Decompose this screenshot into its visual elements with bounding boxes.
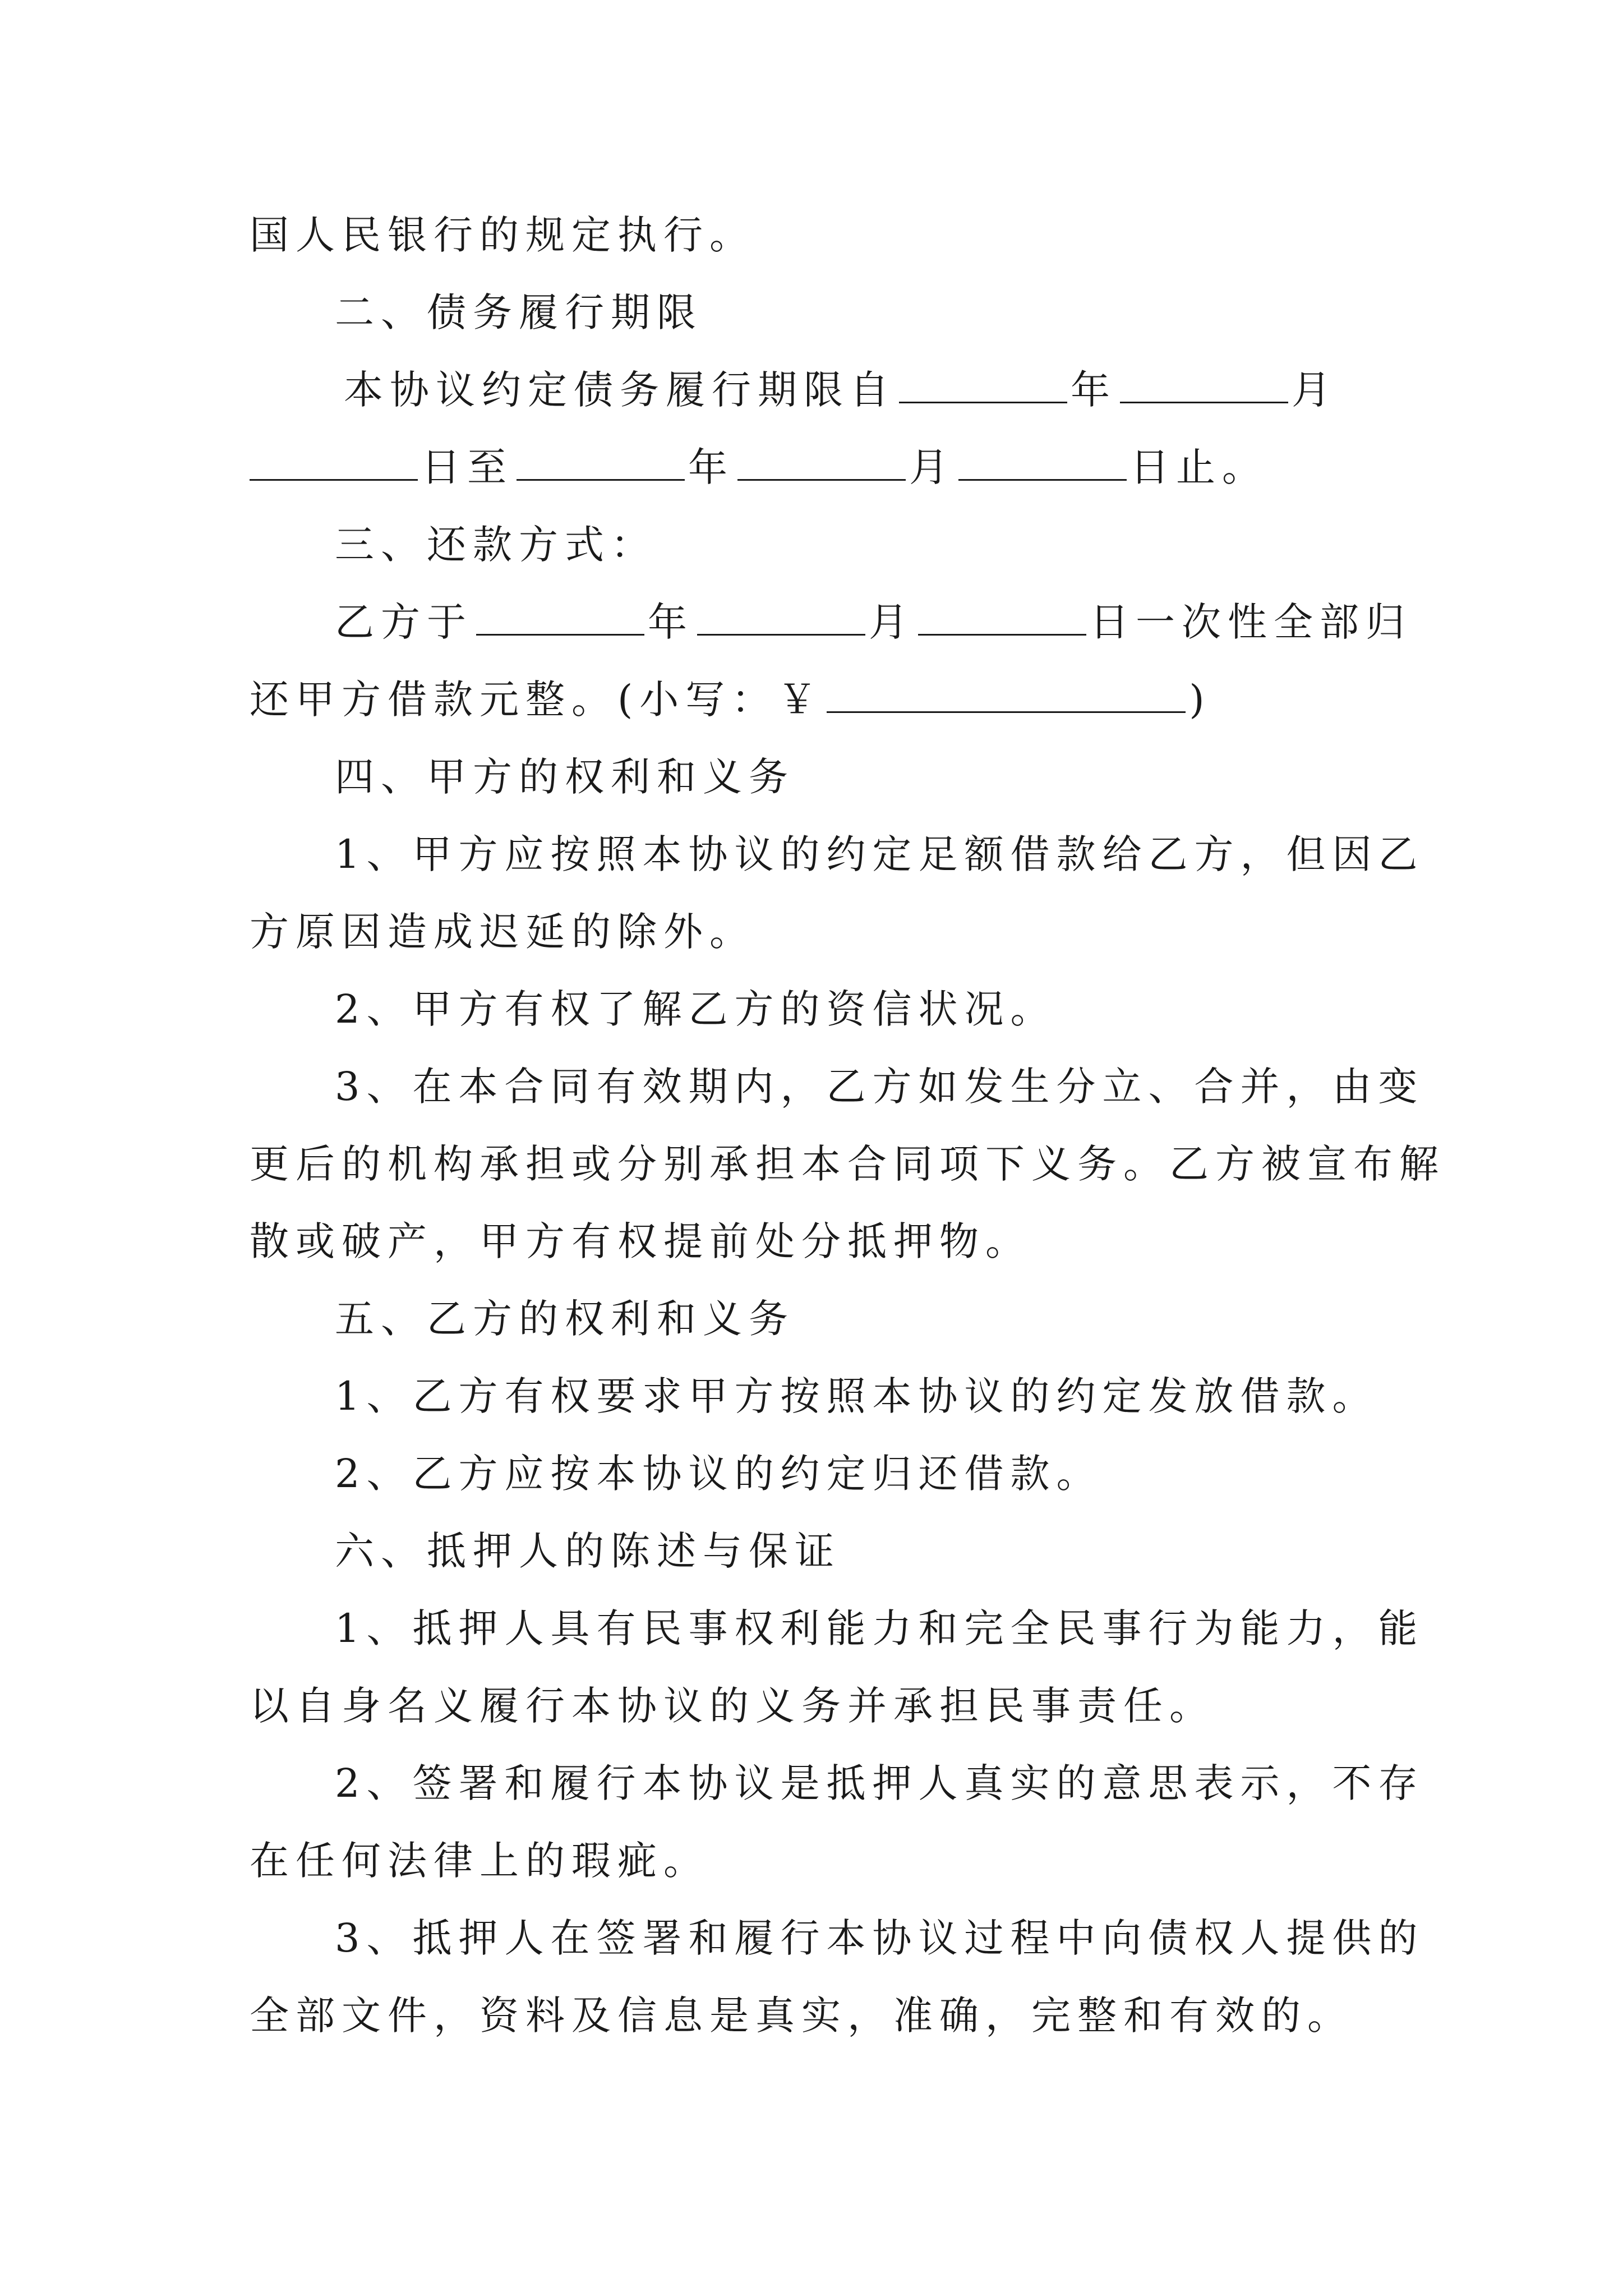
fill-blank[interactable] bbox=[517, 445, 685, 481]
fill-blank[interactable] bbox=[958, 445, 1127, 481]
text-line bbox=[250, 583, 1412, 661]
text-segment: 日一次性全部归 bbox=[1090, 599, 1412, 645]
fill-blank[interactable] bbox=[918, 600, 1086, 636]
section-heading-6: 六、抵押人的陈述与保证 bbox=[335, 1528, 841, 1574]
section-heading-4: 四、甲方的权利和义务 bbox=[335, 754, 795, 800]
text-segment: 日止。 bbox=[1130, 444, 1268, 490]
fill-blank[interactable] bbox=[250, 445, 418, 481]
text-line: 方原因造成迟延的除外。 bbox=[250, 909, 755, 955]
text-line: 以自身名义履行本协议的义务并承担民事责任。 bbox=[250, 1683, 1215, 1729]
text-line bbox=[250, 661, 1394, 738]
text-line: 2、乙方应按本协议的约定归还借款。 bbox=[335, 1451, 1103, 1497]
text-segment: 本协议约定债务履行期限自 bbox=[344, 367, 896, 413]
text-segment: 年 bbox=[688, 444, 734, 490]
fill-blank[interactable] bbox=[737, 445, 906, 481]
text-segment: 月 bbox=[1292, 367, 1338, 413]
text-line: 国人民银行的规定执行。 bbox=[250, 212, 755, 258]
amount-blank[interactable] bbox=[827, 678, 1186, 713]
text-segment: 还甲方借款元整。(小写：￥ bbox=[250, 677, 824, 723]
text-line: 散或破产，甲方有权提前处分抵押物。 bbox=[250, 1218, 1031, 1264]
text-line bbox=[250, 429, 1394, 506]
text-segment: 乙方于 bbox=[335, 599, 473, 645]
text-segment: 月 bbox=[869, 599, 915, 645]
document-page bbox=[250, 196, 1445, 2054]
text-line: 1、乙方有权要求甲方按照本协议的约定发放借款。 bbox=[335, 1373, 1378, 1419]
text-segment: 年 bbox=[1071, 367, 1117, 413]
fill-blank[interactable] bbox=[1120, 368, 1288, 403]
fill-blank[interactable] bbox=[697, 600, 865, 636]
text-segment: 日至 bbox=[421, 444, 513, 490]
section-heading-5: 五、乙方的权利和义务 bbox=[335, 1296, 795, 1342]
section-heading-3: 三、还款方式： bbox=[335, 522, 657, 568]
text-line: 1、抵押人具有民事权利能力和完全民事行为能力，能 bbox=[335, 1605, 1424, 1651]
text-segment: 年 bbox=[648, 599, 694, 645]
text-line: 更后的机构承担或分别承担本合同项下义务。乙方被宣布解 bbox=[250, 1141, 1445, 1187]
text-line: 3、抵押人在签署和履行本协议过程中向债权人提供的 bbox=[335, 1915, 1424, 1961]
text-line: 2、签署和履行本协议是抵押人真实的意思表示，不存 bbox=[335, 1760, 1424, 1806]
text-line: 3、在本合同有效期内，乙方如发生分立、合并，由变 bbox=[335, 1064, 1424, 1110]
text-line: 在任何法律上的瑕疵。 bbox=[250, 1838, 709, 1884]
text-line: 1、甲方应按照本协议的约定足额借款给乙方，但因乙 bbox=[335, 831, 1424, 877]
text-segment: 月 bbox=[909, 444, 955, 490]
text-line: 全部文件，资料及信息是真实，准确，完整和有效的。 bbox=[250, 1993, 1353, 2039]
text-line bbox=[250, 351, 1394, 429]
section-heading-2: 二、债务履行期限 bbox=[335, 289, 703, 335]
text-segment: ) bbox=[1189, 677, 1211, 723]
fill-blank[interactable] bbox=[476, 600, 644, 636]
text-line: 2、甲方有权了解乙方的资信状况。 bbox=[335, 986, 1057, 1032]
fill-blank[interactable] bbox=[899, 368, 1067, 403]
